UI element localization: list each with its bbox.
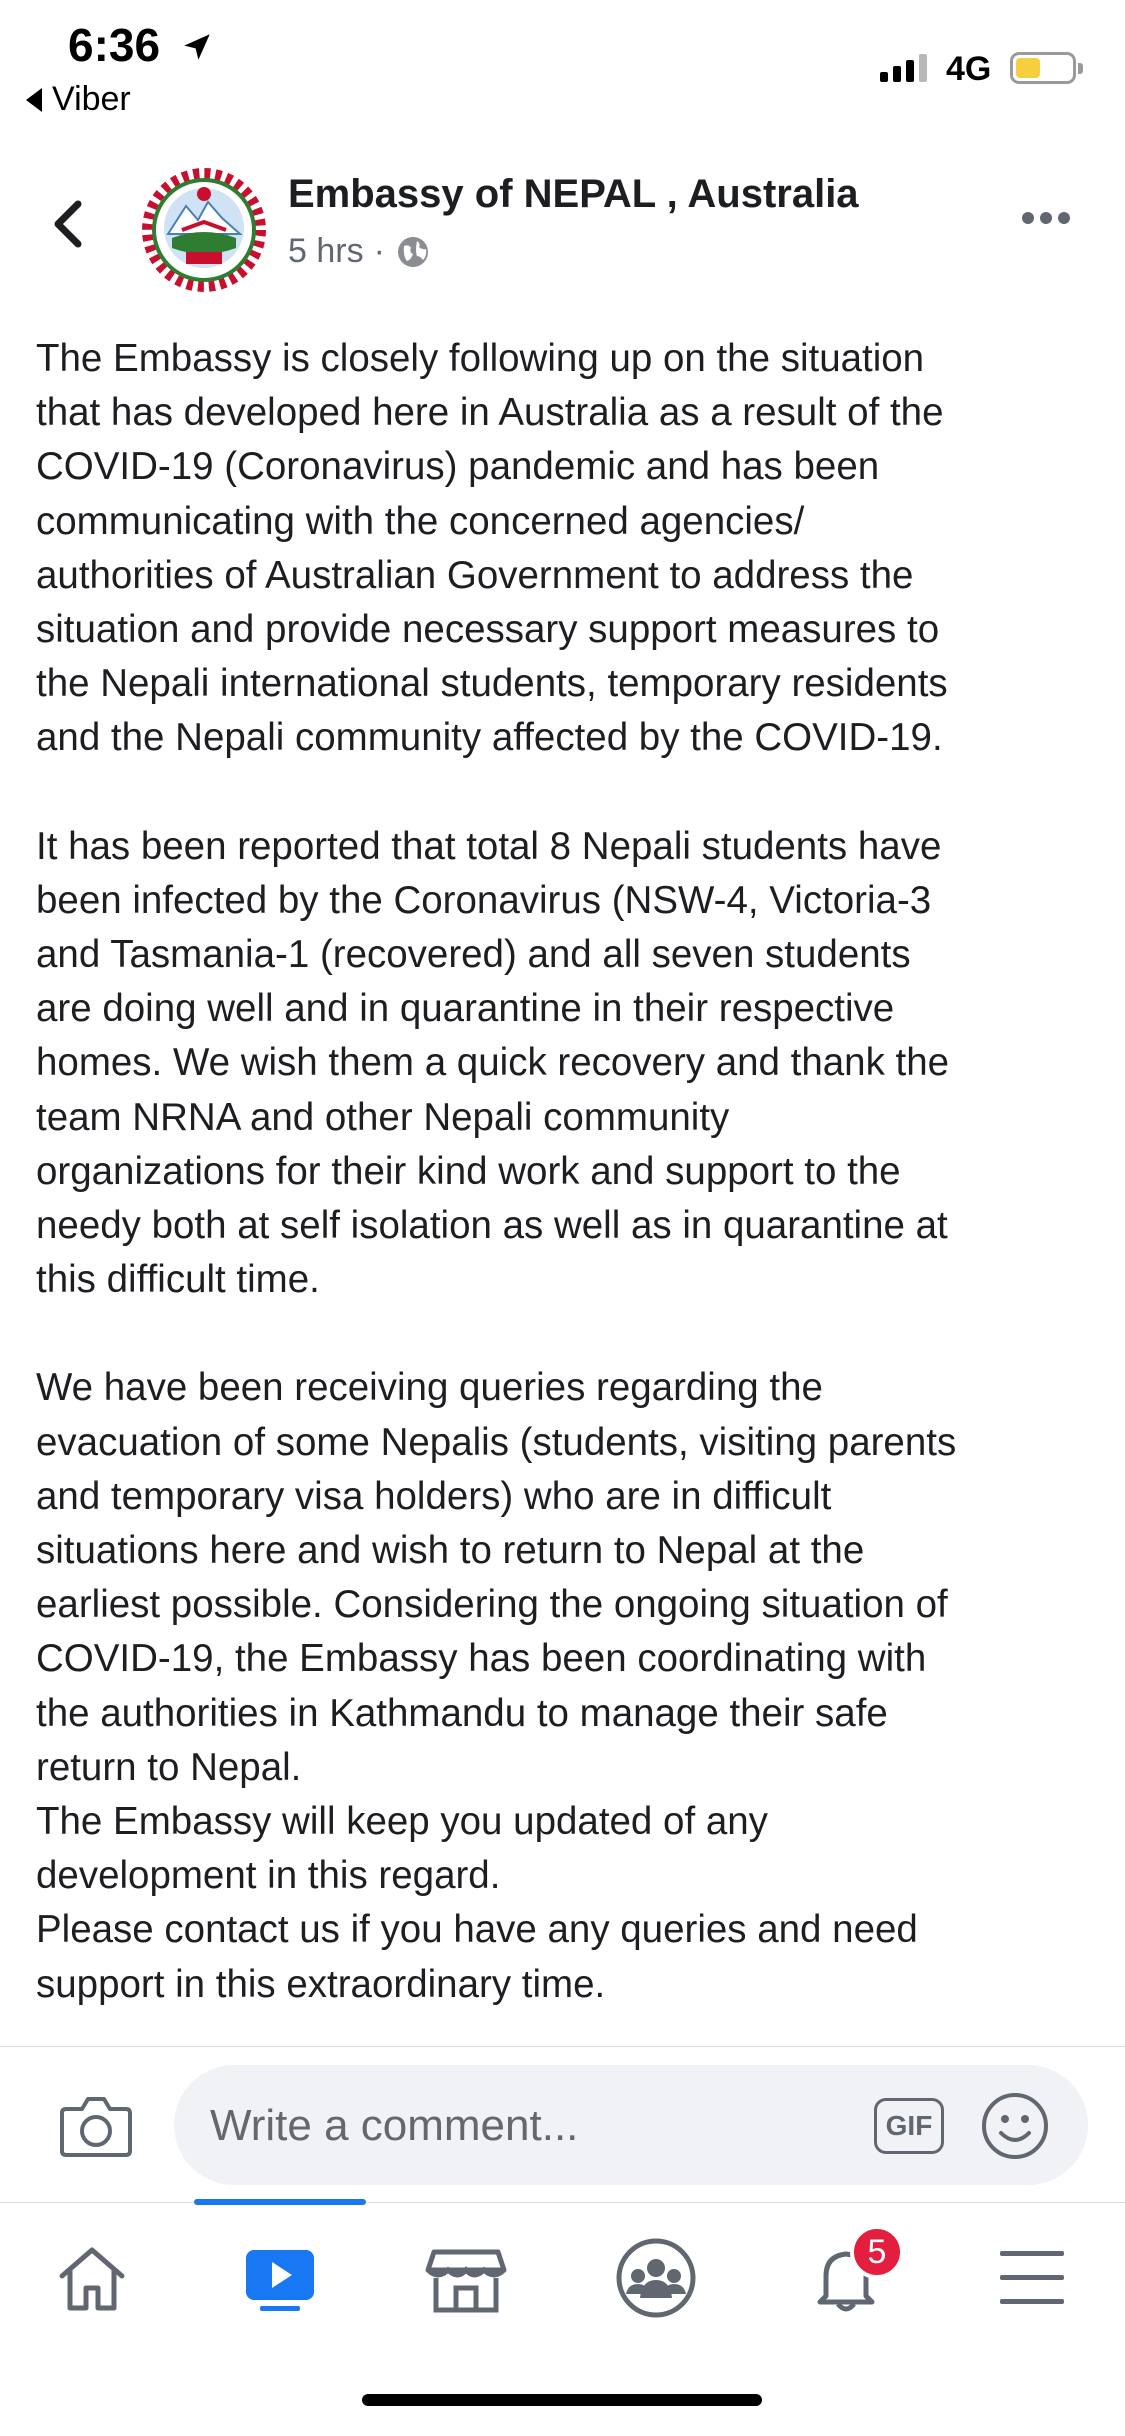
home-indicator	[362, 2394, 762, 2406]
post-paragraph-2: It has been reported that total 8 Nepali students have been infected by the Coronavirus (NSW-4, Victoria-3 and Tasmania-1 (recovered) and all seven students are doing well and in quarantine in their respective homes. We wish them a quick recovery and thank the team NRNA and other Nepali community organizations for their kind work and support to the needy both at self isolation as well as in quarantine at this difficult time.	[36, 824, 950, 1302]
battery-icon	[1010, 52, 1076, 84]
post-paragraph-1: The Embassy is closely following up on the situation that has developed here in Australia as a result of the COVID-19 (Coronavirus) pandemic and has been communicating with the concerned agencies/ authorities of Australian Government to address the situation and provide necessary support measures to the Nepali international students, temporary residents and the Nepali community affected by the COVID-19.	[36, 337, 948, 760]
tab-groups[interactable]	[608, 2233, 704, 2323]
hamburger-menu-icon	[994, 2243, 1070, 2313]
nepal-emblem-icon	[142, 168, 266, 292]
video-play-icon	[240, 2238, 320, 2318]
post-text	[36, 332, 1106, 2012]
tab-marketplace[interactable]	[418, 2233, 514, 2323]
back-chevron-icon[interactable]	[40, 194, 100, 254]
emoji-icon[interactable]	[980, 2091, 1050, 2161]
back-triangle-icon	[26, 88, 42, 112]
notifications-badge: 5	[850, 2225, 904, 2279]
post-header	[0, 150, 1125, 300]
groups-icon	[614, 2236, 698, 2320]
home-icon	[52, 2238, 132, 2318]
meta-separator: ·	[373, 232, 385, 270]
page-name[interactable]: Embassy of NEPAL , Australia	[288, 172, 859, 216]
post-time[interactable]: 5 hrs	[288, 232, 364, 270]
tab-watch[interactable]	[232, 2233, 328, 2323]
status-time: 6:36	[68, 19, 161, 71]
post-paragraph-3: We have been receiving queries regarding the evacuation of some Nepalis (students, visiting parents and temporary visa holders) who are in difficult situations here and wish to return to Nepal at the earliest possible. Considering the ongoing situation of COVID-19, the Embassy has been coordinating with the authorities in Kathmandu to manage their safe return to Nepal. The Embassy will keep you updated of any development in this regard. Please contact us if you have any queries and need support in this extraordinary time.	[36, 1366, 957, 2006]
status-bar	[0, 0, 1125, 130]
cellular-signal-icon	[880, 52, 927, 82]
comment-placeholder: Write a comment...	[210, 2101, 579, 2150]
more-options-icon[interactable]	[1022, 212, 1070, 224]
tab-notifications[interactable]	[798, 2233, 894, 2323]
back-app-label: Viber	[52, 80, 131, 118]
tab-home[interactable]	[44, 2233, 140, 2323]
comment-input[interactable]	[174, 2065, 1088, 2185]
post-meta	[288, 232, 431, 271]
network-type: 4G	[946, 50, 992, 88]
globe-icon	[395, 234, 431, 270]
marketplace-icon	[424, 2238, 508, 2318]
location-arrow-icon	[180, 30, 214, 64]
tab-menu[interactable]	[984, 2233, 1080, 2323]
gif-button[interactable]: GIF	[874, 2098, 944, 2154]
camera-icon[interactable]	[58, 2093, 134, 2159]
page-avatar[interactable]	[142, 168, 266, 292]
back-to-app-link[interactable]	[26, 80, 131, 119]
comment-bar	[0, 2046, 1125, 2202]
active-tab-indicator	[194, 2199, 366, 2205]
